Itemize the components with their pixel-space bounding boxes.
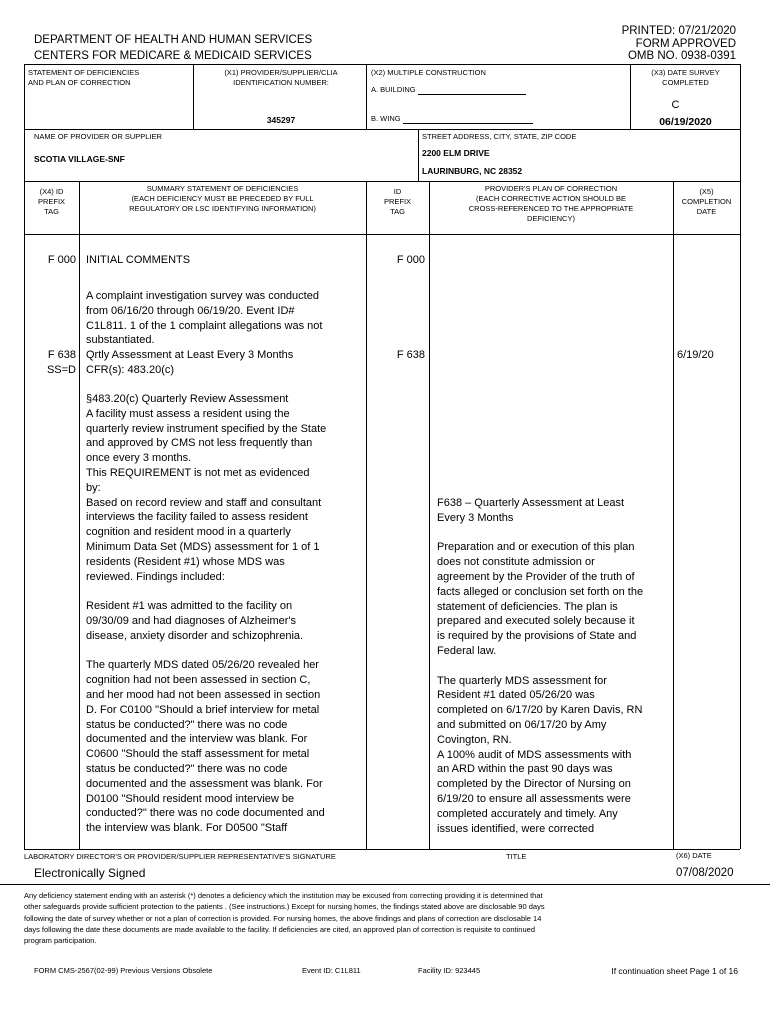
col-x5-header: (X5) COMPLETION DATE bbox=[681, 187, 732, 216]
wing-blank bbox=[403, 123, 533, 124]
building-label: A. BUILDING bbox=[371, 85, 416, 94]
event-id: Event ID: C1L811 bbox=[302, 966, 361, 975]
plan-of-correction-text: F638 – Quarterly Assessment at Least Every 3 Months Preparation and or execution of this plan does not constitute admission or agreement by the Provider of the truth of facts alleged or conclusion set forth on the statement of deficiencies. The plan is prepared and executed solely because it is required by the provisions of State and Federal law. The quarterly MDS assessment for Resident #1 dated 05/26/20 was completed on 6/17/20 by Karen Davis, RN and submitted on 06/17/20 by Amy Covington, RN. A 100% audit of MDS assessments with an ARD within the past 90 days was completed by the Director of Nursing on 6/19/20 to ensure all assessments were completed accurately and timely. Any issues identified, were corrected bbox=[437, 497, 644, 835]
signature-label: LABORATORY DIRECTOR'S OR PROVIDER/SUPPLIER REPRESENTATIVE'S SIGNATURE bbox=[24, 852, 336, 861]
building-blank bbox=[418, 94, 526, 95]
provider-id: 345297 bbox=[266, 115, 296, 125]
building-field bbox=[371, 85, 526, 95]
x2-label: (X2) MULTIPLE CONSTRUCTION bbox=[371, 68, 486, 77]
x6-date-value: 07/08/2020 bbox=[676, 867, 734, 879]
wing-field bbox=[371, 114, 533, 124]
tag-f000-right: F 000 bbox=[396, 254, 425, 266]
initial-comments-title: INITIAL COMMENTS bbox=[86, 254, 191, 266]
deficiency-title: Qrtly Assessment at Least Every 3 Months CFR(s): 483.20(c) bbox=[86, 349, 294, 376]
printed-date: PRINTED: 07/21/2020 bbox=[621, 25, 736, 37]
centers-title: CENTERS FOR MEDICARE & MEDICAID SERVICES bbox=[34, 50, 312, 62]
footnote: Any deficiency statement ending with an asterisk (*) denotes a deficiency which the institution may be excused from correcting providing it is determined that other safeguards provide sufficient protection to the patients . (See instructions.) Except for nursing homes, the findings stated above are disclosable 90 days following the date of survey whether or not a plan of correction is provided. For nursing homes, the above findings and plans of correction are disclosable 14 days following the date these documents are made available to the facility. If deficiencies are cited, an approved plan of correction is requisite to continued program participation. bbox=[24, 891, 545, 946]
statement-label: STATEMENT OF DEFICIENCIES AND PLAN OF CORRECTION bbox=[28, 68, 140, 87]
col-plan-header: PROVIDER'S PLAN OF CORRECTION (EACH CORRECTIVE ACTION SHOULD BE CROSS-REFERENCED TO THE APPROPRIATE DEFICIENCY) bbox=[468, 184, 634, 223]
col-x4-header: (X4) ID PREFIX TAG bbox=[37, 187, 66, 216]
form-approved: FORM APPROVED bbox=[635, 38, 736, 50]
tag-f000: F 000 bbox=[47, 254, 76, 266]
omb-number: OMB NO. 0938-0391 bbox=[627, 50, 736, 62]
page-indicator: If continuation sheet Page 1 of 16 bbox=[611, 966, 738, 976]
title-label: TITLE bbox=[506, 852, 527, 861]
facility-id: Facility ID: 923445 bbox=[418, 966, 481, 975]
signature-value: Electronically Signed bbox=[34, 866, 146, 880]
provider-name: SCOTIA VILLAGE-SNF bbox=[34, 154, 125, 164]
col-id-header: ID PREFIX TAG bbox=[383, 187, 412, 216]
x6-date-label: (X6) DATE bbox=[676, 851, 712, 860]
tag-f638-right: F 638 bbox=[396, 349, 425, 361]
form-number: FORM CMS-2567(02-99) Previous Versions Obsolete bbox=[34, 966, 213, 975]
survey-date: 06/19/2020 bbox=[659, 116, 712, 128]
address-line2: LAURINBURG, NC 28352 bbox=[422, 166, 523, 176]
col-summary-header: SUMMARY STATEMENT OF DEFICIENCIES (EACH DEFICIENCY MUST BE PRECEDED BY FULL REGULATORY OR LSC IDENTIFYING INFORMATION) bbox=[129, 184, 316, 213]
tag-f638: F 638 bbox=[47, 349, 76, 361]
initial-comments-text: A complaint investigation survey was conducted from 06/16/20 through 06/19/20. Event ID# C1L811. 1 of the 1 complaint allegations was not substantiated. bbox=[86, 290, 323, 347]
scope-severity: SS=D bbox=[46, 364, 76, 376]
department-title: DEPARTMENT OF HEALTH AND HUMAN SERVICES bbox=[34, 34, 313, 46]
address-line1: 2200 ELM DRIVE bbox=[422, 148, 490, 158]
address-label: STREET ADDRESS, CITY, STATE, ZIP CODE bbox=[422, 132, 577, 141]
provider-label: NAME OF PROVIDER OR SUPPLIER bbox=[34, 132, 162, 141]
x1-label: (X1) PROVIDER/SUPPLIER/CLIA IDENTIFICATION NUMBER: bbox=[224, 68, 338, 87]
completion-date: 6/19/20 bbox=[677, 349, 714, 361]
summary-statement-text: §483.20(c) Quarterly Review Assessment A facility must assess a resident using the quarterly review instrument specified by the State and approved by CMS not less frequently than once every 3 months. This REQUIREMENT is not met as evidenced by: Based on record review and staff and consultant interviews the facility failed to assess resident cognition and resident mood in a quarterly Minimum Data Set (MDS) assessment for 1 of 1 residents (Resident #1) whose MDS was reviewed. Findings included: Resident #1 was admitted to the facility on 09/30/09 and had diagnoses of Alzheimer's disease, anxiety disorder and schizophrenia. The quarterly MDS dated 05/26/20 revealed her cognition had not been assessed in section C, and her mood had not been assessed in section D. For C0100 "Should a brief interview for metal status be conducted?" there was no code documented and the interview was blank. For C0600 "Should the staff assessment for metal status be conducted?" there was no code documented and the assessment was blank. For D0100 "Should resident mood interview be conducted?" there was no code documented and the interview was blank. For D0500 "Staff bbox=[86, 393, 327, 835]
x3-label: (X3) DATE SURVEY COMPLETED bbox=[651, 68, 720, 87]
x3-code: C bbox=[671, 99, 680, 111]
wing-label: B. WING bbox=[371, 114, 401, 123]
